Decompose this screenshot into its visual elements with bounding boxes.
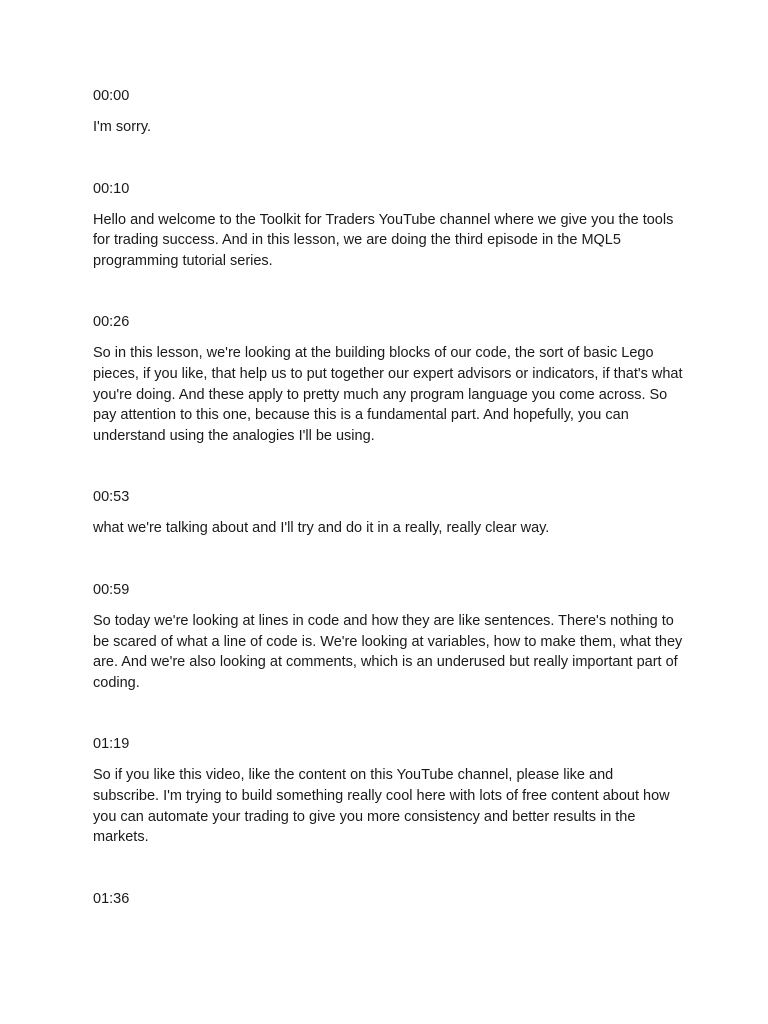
transcript-text: So in this lesson, we're looking at the building blocks of our code, the sort of basic Lego pieces, if you like, that help us to put together our expert advisors or indicators, if that's what you're doing. And these apply to pretty much any program language you come across. So pay attention to this one, because this is a fundamental part. And hopefully, you can understand using the analogies I'll be using. (93, 345, 683, 444)
timestamp: 01:36 (93, 890, 130, 907)
transcript-entry (93, 487, 683, 539)
timestamp: 00:59 (93, 581, 130, 598)
transcript-text: Hello and welcome to the Toolkit for Traders YouTube channel where we give you the tools for trading success. And in this lesson, we are doing the third episode in the MQL5 programming tutorial series. (93, 211, 674, 269)
timestamp: 00:53 (93, 489, 130, 506)
transcript (93, 86, 683, 920)
entry-spacer (93, 848, 683, 889)
transcript-entry (93, 312, 683, 446)
entry-spacer (93, 539, 683, 580)
transcript-entry (93, 734, 683, 847)
entry-spacer (93, 138, 683, 179)
timestamp: 00:26 (93, 314, 130, 331)
transcript-text: what we're talking about and I'll try and do it in a really, really clear way. (93, 520, 550, 537)
entry-spacer (93, 271, 683, 312)
entry-spacer (93, 446, 683, 487)
transcript-text: I'm sorry. (93, 119, 152, 135)
entry-spacer (93, 693, 683, 734)
timestamp: 01:19 (93, 736, 130, 753)
timestamp: 00:00 (93, 88, 130, 104)
transcript-entry (93, 179, 683, 272)
timestamp: 00:10 (93, 180, 130, 197)
transcript-entry (93, 889, 683, 909)
transcript-text: So today we're looking at lines in code and how they are like sentences. There's nothing to be scared of what a line of code is. We're looking at variables, how to make them, what they are. And we're also looking at comments, which is an underused but really important part of coding. (93, 612, 683, 691)
transcript-entry (93, 86, 683, 138)
transcript-text: So if you like this video, like the content on this YouTube channel, please like and subscribe. I'm trying to build something really cool here with lots of free content about how you can automate your trading to give you more consistency and better results in the markets. (93, 767, 670, 846)
transcript-entry (93, 580, 683, 693)
